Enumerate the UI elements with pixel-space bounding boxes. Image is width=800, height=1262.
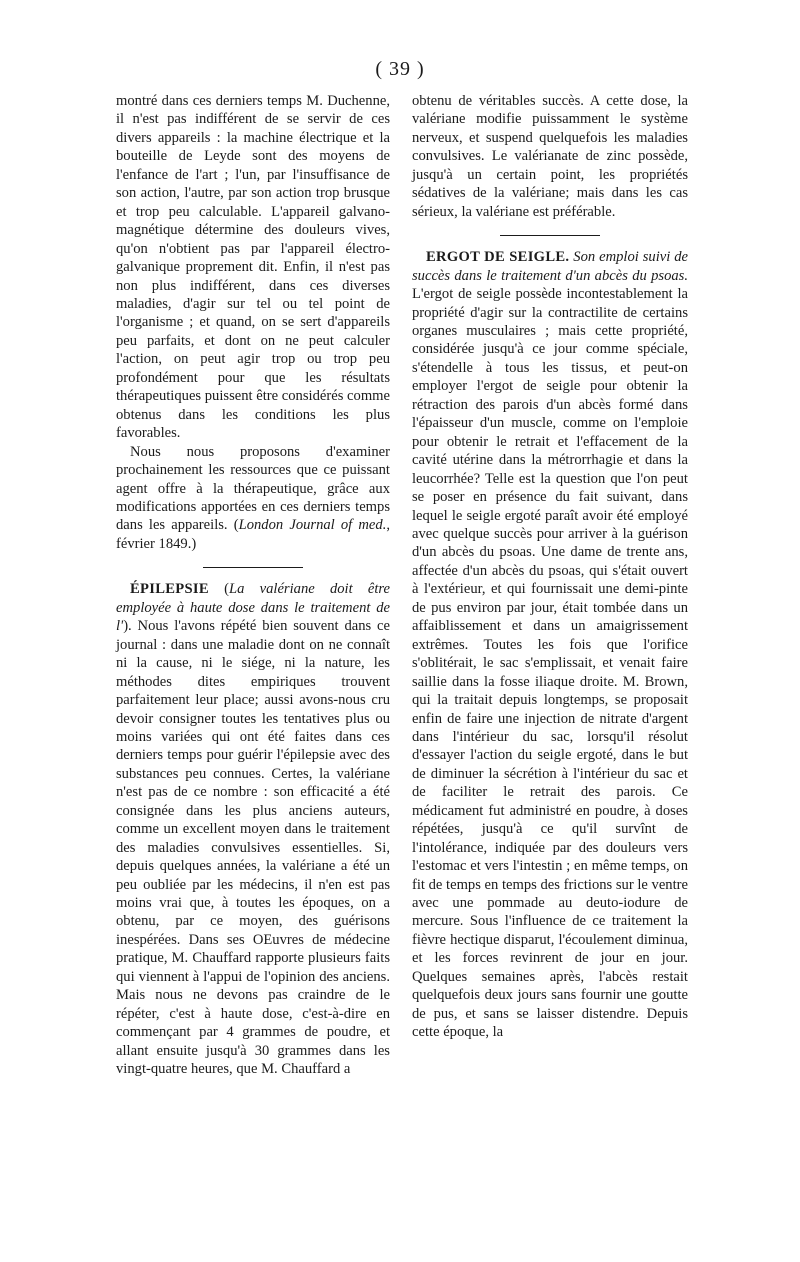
article-subtitle-epilepsy: La valériane doit être employée à haute dose dans le traitement de l' [116,581,390,635]
source-date: , février 1849.) [116,517,391,552]
subtitle-close-paren: ). [123,618,138,635]
article-ergot [412,248,688,1041]
right-column [412,92,688,1042]
article-heading-ergot: ERGOT DE SEIGLE. [426,249,570,266]
paragraph-electricity-continued: montré dans ces derniers temps M. Duchenne, il n'est pas indifférent de se servir de ces divers appareils : la machine électrique et la bouteille de Leyde sont des moyens de l'enfance de l'art ; l'un, par l'insuffisance de son action, l'autre, par son action trop brusque et trop peu calculable. L'appareil galvano-magnétique détermine des douleurs vives, qu'on n'obtient pas par l'appareil électro-galvanique proprement dit. Enfin, il n'est pas non plus indifférent, dans ces diverses maladies, d'agir sur tel ou tel point de l'organisme ; et quand, on se sert d'appareils peu parfaits, et dont on ne peut calculer l'action, on peut agir trop ou trop peu profondément pour que les résultats thérapeutiques puissent être considérés comme obtenus dans les conditions les plus favorables. [116,93,390,442]
paragraph-electricity-outlook [116,443,390,554]
section-separator [500,235,600,236]
page-number: ( 39 ) [375,58,425,80]
article-epilepsy [116,580,390,1078]
article-body-epilepsy: Nous l'avons répété bien souvent dans ce journal : dans une maladie dont on ne connaît ni la cause, ni le siége, ni la nature, les méthodes dites empiriques trouvent parfaitement leur place; aussi avons-nous cru devoir consigner toutes les tentatives plus ou moins variées qui ont été faites dans ces derniers temps pour guérir l'épilepsie avec des substances peu connues. Certes, la valériane n'est pas de ce nombre : son efficacité a été consignée dans les plus anciens auteurs, comme un excellent moyen dans le traitement des maladies convulsives essentielles. Si, depuis quelques années, la valériane a été un peu oubliée par les médecins, il n'en est pas moins vrai que, à toutes les époques, on a obtenu, par ce moyen, des guérisons inespérées. Dans ses OEuvres de médecine pratique, M. Chauffard rapporte plusieurs faits qui viennent à l'appui de l'opinion des anciens. Mais nous ne devons pas craindre de le répéter, c'est à haute dose, c'est-à-dire en commençant par 4 grammes de poudre, et allant ensuite jusqu'à 30 grammes dans les vingt-quatre heures, que M. Chauffard a [116,618,390,1078]
article-subtitle-ergot: Son emploi suivi de succès dans le traitement d'un abcès du psoas. [412,249,688,284]
section-separator [203,567,303,568]
article-body-ergot: L'ergot de seigle possède incontestablement la propriété d'agir sur la contractilite de certains organes musculaires ; mais cette propriété, considérée jusqu'à ce jour comme spéciale, s'étendelle à tous les tissus, et peut-on employer l'ergot de seigle pour obtenir la rétraction des parois d'un abcès formé dans l'épaisseur d'un muscle, comme on l'emploie pour obtenir le retrait et l'effacement de la cavité utérine dans la métrorrhagie et dans la leucorrhée? Telle est la question que l'on peut se poser en présence du fait suivant, dans lequel le seigle ergoté paraît avoir été employé avec quelque succès pour arriver à la guérison d'un abcès du psoas. Une dame de trente ans, affectée d'un abcès du psoas, qui s'était ouvert à l'extérieur, et qui fournissait une demi-pinte de pus environ par jour, était tombée dans un affaiblissement et dans un amaigrissement extrêmes. Toutes les fois que l'orifice s'oblitérait, le sac s'emplissait, et venait faire saillie dans la fosse iliaque droite. M. Brown, qui la traitait depuis longtemps, se proposait enfin de faire une injection de nitrate d'argent dans l'intérieur du sac, lorsqu'il résolut d'essayer l'action du seigle ergoté, dans le but de diminuer la sécrétion à l'intérieur du sac et de faciliter le retrait des parois. Ce médicament fut administré en poudre, à doses répétées, jusqu'à ce qu'il survînt de l'intolérance, indiquée par des douleurs vers l'estomac et vers l'intestin ; en même temps, on fit de temps en temps des frictions sur le ventre avec une pommade au deuto-iodure de mercure. Sous l'influence de ce traitement la fièvre hectique disparut, l'écoulement diminua, et les forces revinrent de jour en jour. Quelques semaines après, l'abcès restait quelquefois deux jours sans fournir une goutte de pus, et sans se laisser distendre. Depuis cette époque, la [412,286,688,1041]
article-heading-epilepsy: ÉPILEPSIE [130,581,209,598]
left-column [116,92,390,1079]
source-citation: London Journal of med. [238,517,387,534]
paragraph-valerian-continued: obtenu de véritables succès. A cette dose, la valériane modifie puissamment le système nerveux, et suspend quelquefois les maladies convulsives. Le valérianate de zinc possède, jusqu'à un certain point, les propriétés sédatives de la valériane; mais dans les cas sérieux, la valériane est préférable. [412,93,688,220]
paragraph-text: Nous nous proposons d'examiner prochainement les ressources que ce puissant agent offre à la thérapeutique, grâce aux modifications apportées en ces derniers temps dans les appareils. ( [116,443,390,534]
subtitle-open-paren: ( [208,581,230,598]
